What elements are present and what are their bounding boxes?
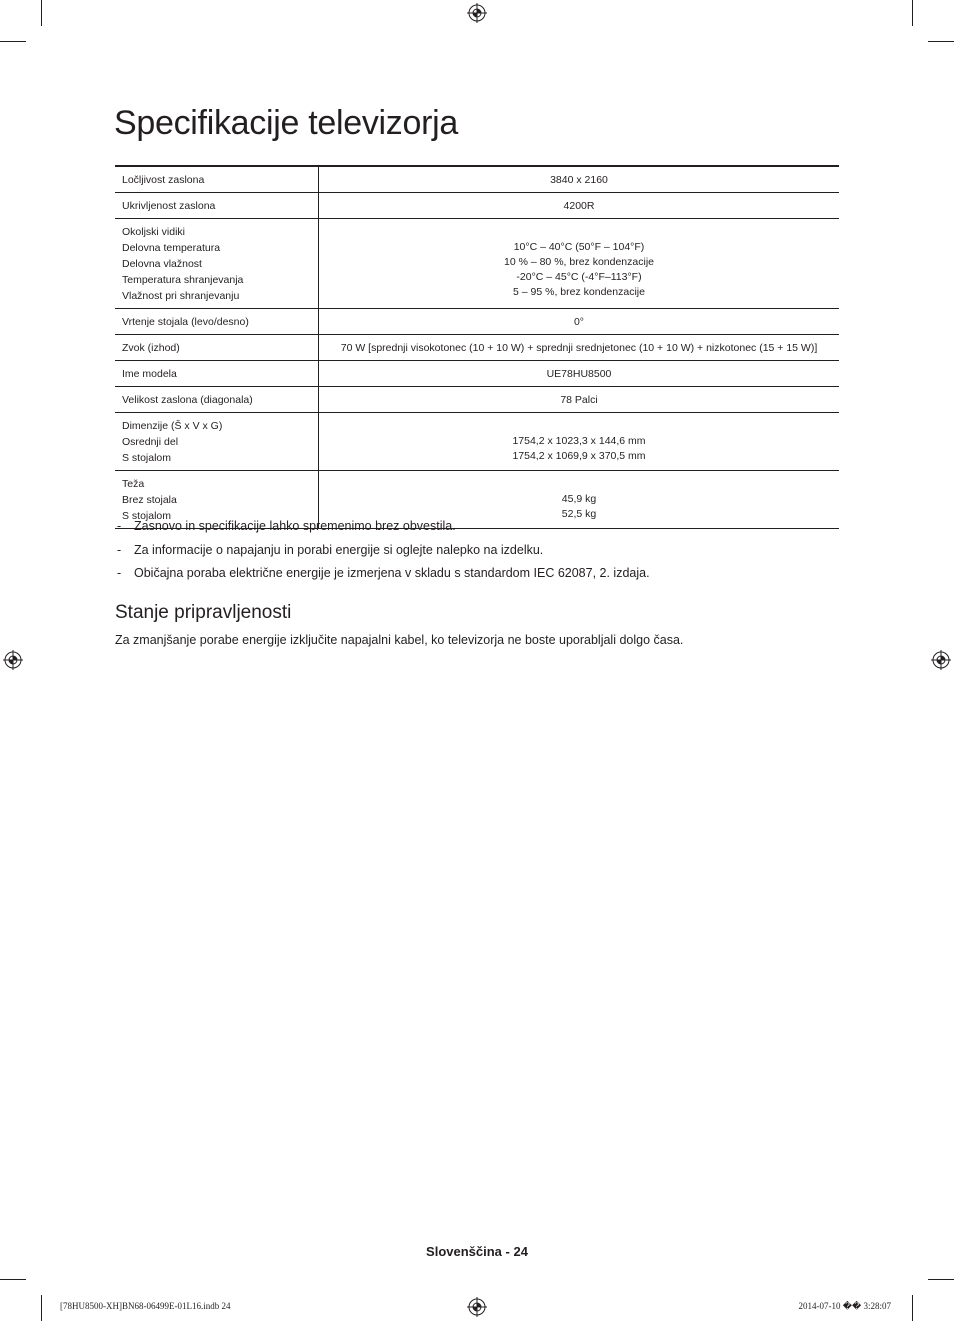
spec-label: Temperatura shranjevanja — [122, 274, 244, 286]
print-slug-left: [78HU8500-XH]BN68-06499E-01L16.indb 24 — [60, 1301, 231, 1311]
note-text: Običajna poraba električne energije je izmerjena v skladu s standardom IEC 62087, 2. izdaja. — [134, 566, 650, 580]
spec-label: Ločljivost zaslona — [122, 174, 205, 186]
crop-mark — [41, 1295, 42, 1321]
spec-label: Teža — [122, 478, 145, 490]
crop-mark — [928, 41, 954, 42]
spec-label: S stojalom — [122, 452, 172, 464]
crop-mark — [0, 41, 26, 42]
registration-mark-icon — [3, 650, 23, 670]
spec-label: Brez stojala — [122, 494, 177, 506]
spec-label: Osrednji del — [122, 436, 179, 448]
note-text: Zasnovo in specifikacije lahko spremenimo brez obvestila. — [134, 519, 456, 533]
spec-row — [115, 361, 839, 387]
spec-row — [115, 193, 839, 219]
spec-value: 4200R — [563, 200, 595, 212]
spec-value: UE78HU8500 — [546, 368, 612, 380]
crop-mark — [0, 1279, 26, 1280]
spec-label-cell — [115, 309, 319, 335]
note-text: Za informacije o napajanju in porabi energije si oglejte nalepko na izdelku. — [134, 542, 544, 557]
spec-label-cell — [115, 335, 319, 361]
spec-label: Ukrivljenost zaslona — [122, 200, 216, 212]
spec-value: 45,9 kg — [561, 493, 597, 505]
spec-row — [115, 335, 839, 361]
spec-row — [115, 309, 839, 335]
page-title: Specifikacije televizorja — [114, 104, 458, 142]
spec-value: 1754,2 x 1069,9 x 370,5 mm — [512, 450, 646, 462]
spec-value: 70 W [sprednji visokotonec (10 + 10 W) + sprednji srednjetonec (10 + 10 W) + nizkotonec (15 + 15 W)] — [340, 342, 818, 354]
spec-row — [115, 387, 839, 413]
spec-label: Delovna temperatura — [122, 242, 221, 254]
section-heading: Stanje pripravljenosti — [115, 602, 292, 623]
spec-value-cell — [319, 309, 840, 335]
spec-value: 78 Palci — [560, 394, 598, 406]
spec-label-cell — [115, 361, 319, 387]
spec-label-cell — [115, 166, 319, 193]
note-marker: - — [117, 542, 122, 557]
spec-label-cell — [115, 193, 319, 219]
crop-mark — [41, 0, 42, 26]
spec-row — [115, 166, 839, 193]
note-item — [117, 518, 650, 542]
section-text: Za zmanjšanje porabe energije izključite napajalni kabel, ko televizorja ne boste uporabljali dolgo časa. — [115, 633, 684, 647]
spec-label: S stojalom — [122, 510, 172, 522]
note-item — [117, 542, 650, 566]
registration-mark-icon — [467, 3, 487, 23]
spec-value: 0° — [573, 316, 585, 328]
spec-label: Delovna vlažnost — [122, 258, 202, 270]
spec-value-cell — [319, 361, 840, 387]
spec-label: Velikost zaslona (diagonala) — [122, 394, 253, 406]
crop-mark — [912, 1295, 913, 1321]
spec-row — [115, 413, 839, 471]
spec-value-cell — [319, 413, 840, 471]
registration-mark-icon — [931, 650, 951, 670]
spec-label: Dimenzije (Š x V x G) — [122, 420, 223, 432]
page-number: Slovenščina - 24 — [426, 1244, 528, 1259]
spec-label: Okoljski vidiki — [122, 226, 186, 238]
spec-value: -20°C – 45°C (-4°F–113°F) — [516, 271, 642, 283]
spec-row — [115, 219, 839, 309]
spec-table — [115, 165, 839, 529]
spec-value-cell — [319, 335, 840, 361]
note-marker: - — [117, 519, 122, 533]
print-slug-right: 2014-07-10 �� 3:28:07 — [798, 1301, 891, 1311]
spec-label-cell — [115, 387, 319, 413]
spec-label-cell — [115, 219, 319, 309]
spec-value-cell — [319, 166, 840, 193]
crop-mark — [912, 0, 913, 26]
crop-mark — [928, 1279, 954, 1280]
spec-value: 1754,2 x 1023,3 x 144,6 mm — [512, 435, 646, 447]
note-marker: - — [117, 566, 122, 580]
spec-label-cell — [115, 413, 319, 471]
spec-label: Ime modela — [122, 368, 177, 380]
spec-value-cell — [319, 193, 840, 219]
spec-value: 10 % – 80 %, brez kondenzacije — [503, 256, 654, 268]
spec-value-cell — [319, 219, 840, 309]
spec-value-cell — [319, 387, 840, 413]
spec-label: Zvok (izhod) — [122, 342, 180, 354]
spec-label: Vrtenje stojala (levo/desno) — [122, 316, 249, 328]
spec-value: 10°C – 40°C (50°F – 104°F) — [513, 241, 645, 253]
spec-value: 52,5 kg — [561, 508, 597, 520]
spec-value: 3840 x 2160 — [550, 174, 608, 186]
spec-label: Vlažnost pri shranjevanju — [122, 290, 240, 302]
notes-list — [117, 518, 650, 589]
registration-mark-icon — [467, 1297, 487, 1317]
spec-value: 5 – 95 %, brez kondenzacije — [513, 286, 645, 298]
note-item — [117, 565, 650, 589]
